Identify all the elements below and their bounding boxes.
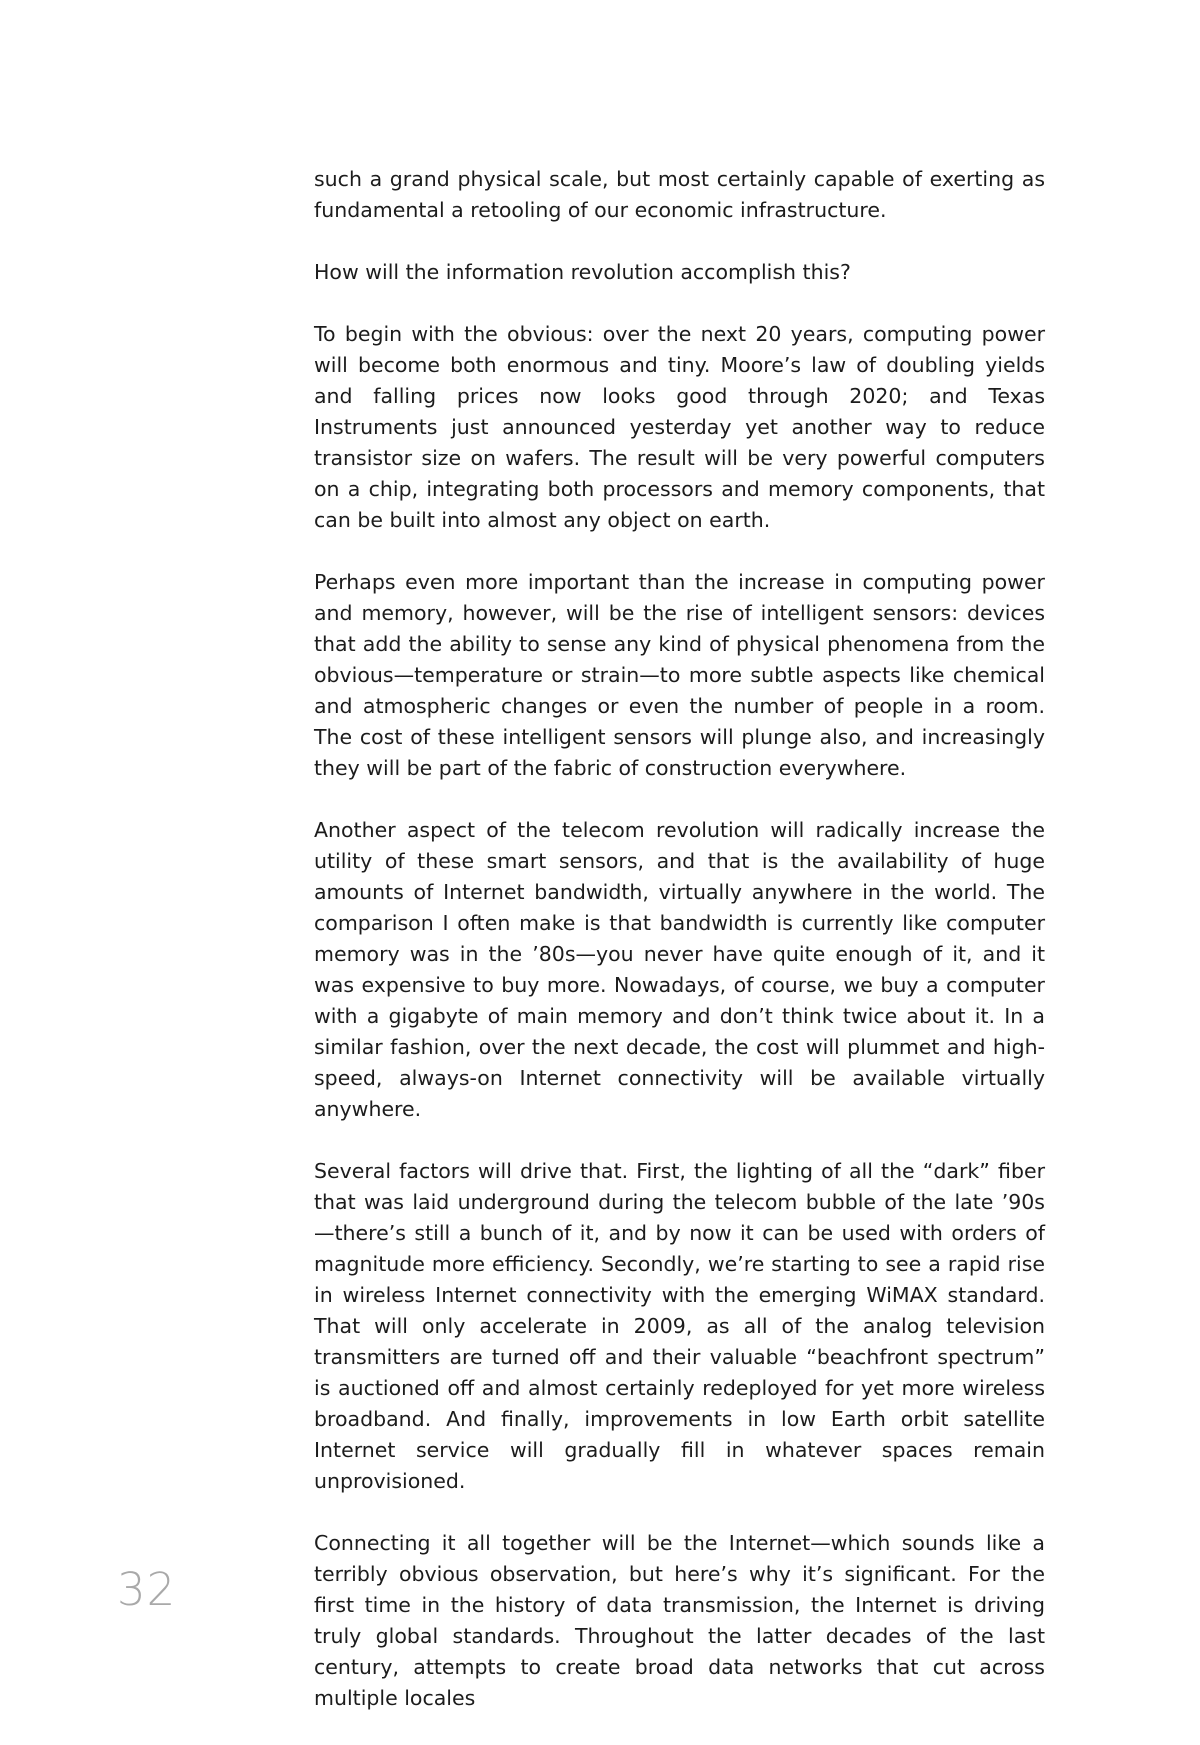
paragraph-5: Another aspect of the telecom revolution will radically increase the utility of these smart sensors, and that is the availability of huge amounts of Internet bandwidth, virtually anywhere in the world. The comparison I often make is that bandwidth is currently like computer memory was in the ’80s—you never have quite enough of it, and it was expensive to buy more. Nowadays, of course, we buy a computer with a gigabyte of main memory and don’t think twice about it. In a similar fashion, over the next decade, the cost will plummet and high-speed, always-on Internet connectivity will be available virtually anywhere.	[314, 818, 1045, 1121]
paragraph-2: How will the information revolution accomplish this?	[314, 260, 851, 284]
paragraph-7: Connecting it all together will be the Internet—which sounds like a terribly obvious observation, but here’s why it’s significant. For the first time in the history of data transmission, the Internet is driving truly global standards. Throughout the latter decades of the last century, attempts to create broad data networks that cut across multiple locales	[314, 1531, 1045, 1710]
paragraph-4: Perhaps even more important than the increase in computing power and memory, however, will be the rise of intelligent sensors: devices that add the ability to sense any kind of physical phenomena from the obvious—temperature or strain—to more subtle aspects like chemical and atmospheric changes or even the number of people in a room. The cost of these intelligent sensors will plunge also, and increasingly they will be part of the fabric of construction everywhere.	[314, 570, 1045, 780]
paragraph-1: such a grand physical scale, but most certainly capable of exerting as fundamental a retooling of our economic infrastructure.	[314, 167, 1045, 222]
page-number: 32	[117, 1563, 177, 1616]
body-text	[314, 164, 1045, 1745]
paragraph-3: To begin with the obvious: over the next 20 years, computing power will become both enormous and tiny. Moore’s law of doubling yields and falling prices now looks good through 2020; and Texas Instruments just announced yesterday yet another way to reduce transistor size on wafers. The result will be very powerful computers on a chip, integrating both processors and memory components, that can be built into almost any object on earth.	[314, 322, 1045, 532]
paragraph-6: Several factors will drive that. First, the lighting of all the “dark” fiber that was laid underground during the telecom bubble of the late ’90s—there’s still a bunch of it, and by now it can be used with orders of magnitude more efficiency. Secondly, we’re starting to see a rapid rise in wireless Internet connectivity with the emerging WiMAX standard. That will only accelerate in 2009, as all of the analog television transmitters are turned off and their valuable “beachfront spectrum” is auctioned off and almost certainly redeployed for yet more wireless broadband. And finally, improvements in low Earth orbit satellite Internet service will gradually fill in whatever spaces remain unprovisioned.	[314, 1159, 1045, 1493]
